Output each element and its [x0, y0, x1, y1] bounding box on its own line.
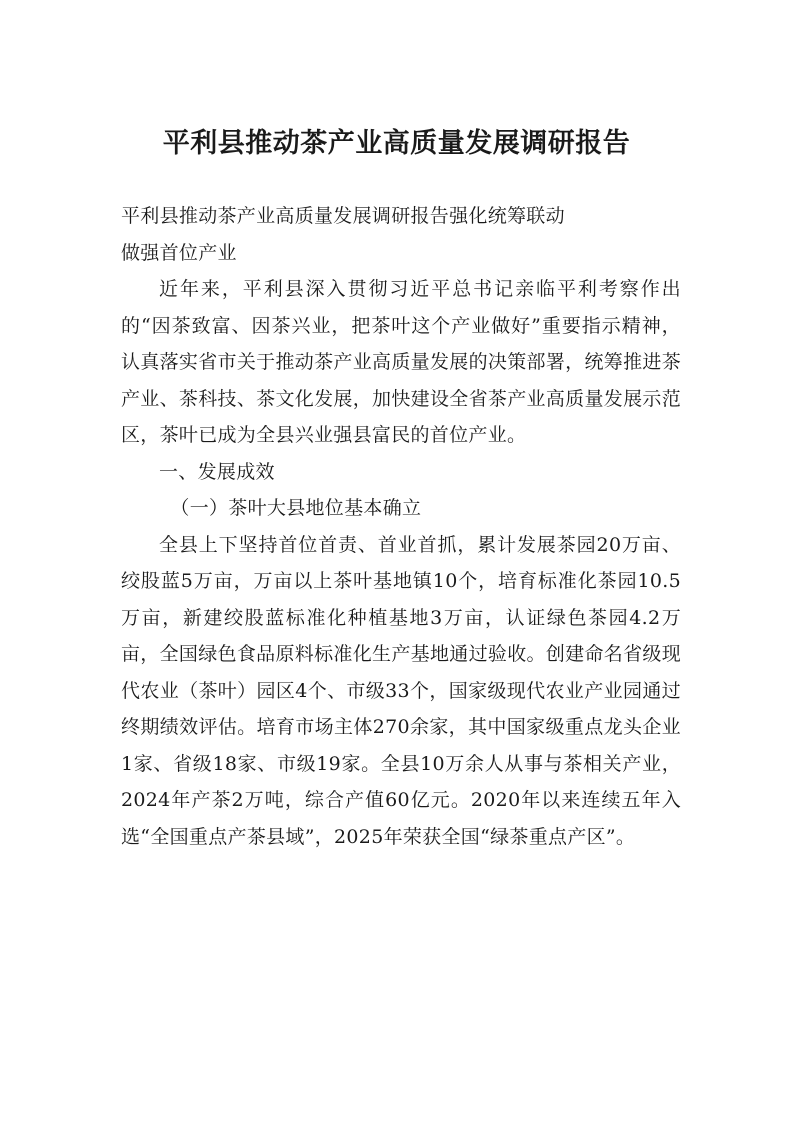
subtitle-line-2: 做强首位产业 — [121, 241, 237, 264]
subtitle-line-1: 平利县推动茶产业高质量发展调研报告强化统筹联动 — [121, 205, 565, 227]
subsection-heading: （一）茶叶大县地位基本确立 — [170, 497, 422, 519]
intro-paragraph: 近年来，平利县深入贯彻习近平总书记亲临平利考察作出的“因茶致富、因茶兴业，把茶叶这个产业做好”重要指示精神，认真落实省市关于推动茶产业高质量发展的决策部署，统筹推进茶产业、茶科技、茶文化发展，加快建设全省茶产业高质量发展示范区，茶叶已成为全县兴业强县富民的首位产业。 — [121, 278, 681, 446]
document-body — [121, 198, 681, 855]
body-paragraph: 全县上下坚持首位首责、首业首抓，累计发展茶园20万亩、绞股蓝5万亩，万亩以上茶叶基地镇10个，培育标准化茶园10.5万亩，新建绞股蓝标准化种植基地3万亩，认证绿色茶园4.2万亩，全国绿色食品原料标准化生产基地通过验收。创建命名省级现代农业（茶叶）园区4个、市级33个，国家级现代农业产业园通过终期绩效评估。培育市场主体270余家，其中国家级重点龙头企业1家、省级18家、市级19家。全县10万余人从事与茶相关产业，2024年产茶2万吨，综合产值60亿元。2020年以来连续五年入选“全国重点产茶县域”，2025年荣获全国“绿茶重点产区”。 — [121, 533, 681, 848]
section-heading: 一、发展成效 — [159, 460, 275, 483]
document-title: 平利县推动茶产业高质量发展调研报告 — [162, 128, 631, 159]
